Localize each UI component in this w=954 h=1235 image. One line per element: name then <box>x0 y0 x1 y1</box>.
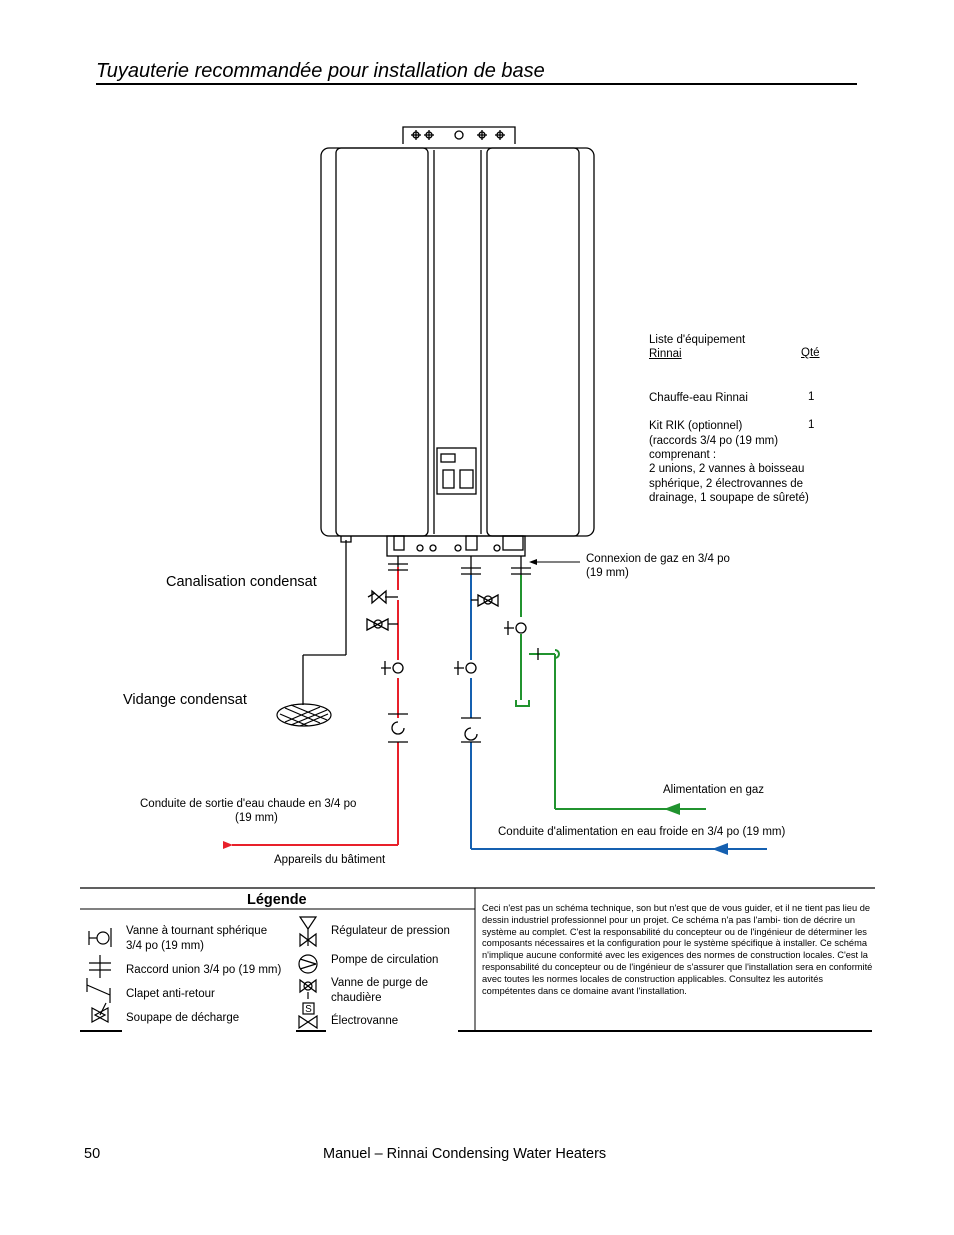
legend-ball-valve-l1: Vanne à tournant sphérique <box>126 925 268 937</box>
equipment-item2-l1: Kit RIK (optionnel) <box>649 420 743 432</box>
legend-relief-valve: Soupape de décharge <box>126 1012 240 1024</box>
purge-valve-icon <box>300 980 316 999</box>
cold-line-fittings <box>454 556 498 742</box>
equipment-item2-l2: (raccords 3/4 po (19 mm) <box>649 435 779 447</box>
equipment-item2-l5: sphérique, 2 électrovannes de <box>649 478 804 490</box>
ball-valve-icon <box>89 928 111 947</box>
equipment-item1-qty: 1 <box>808 391 815 403</box>
gas-connection-label-l1: Connexion de gaz en 3/4 po <box>586 553 730 565</box>
legend-pressure-regulator: Régulateur de pression <box>331 925 450 937</box>
check-valve-icon <box>87 978 110 1003</box>
legend-circulation-pump: Pompe de circulation <box>331 954 439 966</box>
union-icon <box>89 955 111 978</box>
equipment-item2-l6: drainage, 1 soupape de sûreté) <box>649 492 809 504</box>
legend-solenoid-valve: Électrovanne <box>331 1015 399 1027</box>
disclaimer-text: Ceci n'est pas un schéma technique, son but n'est que de vous guider, et il ne tient pas lieu de dessin industriel professionnel pour un projet. Ce schéma n'a pas l'ambi- tion de décrire un système au complet. C'est la responsabilité du concepteur ou de l'ingénieur de déterminer les composants nécessaires et la configuration pour le système spécifique à installer. Ce schéma n'implique aucune conformité avec les exigences des normes de construction locales. C'est la responsabilité du concepteur ou de l'ingénieur de s'assurer que l'installation sera en conformité avec toutes les normes locales de construction applicables. Consultez les autorités compétentes dans ce domaine avant l'installation. <box>482 903 873 996</box>
equipment-item2-l4: 2 unions, 2 vannes à boisseau <box>649 463 805 475</box>
building-fixtures-label: Appareils du bâtiment <box>274 854 386 866</box>
legend-purge-valve-l1: Vanne de purge de <box>331 977 428 989</box>
legend-purge-valve-l2: chaudière <box>331 992 382 1004</box>
manual-title: Manuel – Rinnai Condensing Water Heaters <box>323 1146 607 1162</box>
cold-supply-label: Conduite d'alimentation en eau froide en 3/4 po (19 mm) <box>498 826 786 838</box>
flow-arrow-icon <box>712 843 728 855</box>
relief-valve-icon <box>92 1003 108 1022</box>
gas-line <box>516 575 706 809</box>
flow-arrow-icon <box>664 803 680 815</box>
hot-outlet-label-l2: (19 mm) <box>235 812 278 824</box>
equipment-header-line1: Liste d'équipement <box>649 334 746 346</box>
pressure-regulator-icon <box>300 917 316 946</box>
equipment-item2-qty: 1 <box>808 419 815 431</box>
legend-union: Raccord union 3/4 po (19 mm) <box>126 964 282 976</box>
water-heater <box>321 127 594 556</box>
gas-connection-pointer <box>529 559 580 565</box>
cold-water-line <box>471 575 767 849</box>
hot-line-fittings <box>367 556 408 742</box>
legend-ball-valve-l2: 3/4 po (19 mm) <box>126 940 204 952</box>
legend-check-valve: Clapet anti-retour <box>126 988 215 1000</box>
gas-supply-label: Alimentation en gaz <box>663 784 765 796</box>
condensate-line-label: Canalisation condensat <box>166 574 317 590</box>
condensate-line <box>303 540 346 705</box>
equipment-item1: Chauffe-eau Rinnai <box>649 392 748 404</box>
hot-outlet-label-l1: Conduite de sortie d'eau chaude en 3/4 po <box>140 798 357 810</box>
legend-title: Légende <box>247 892 307 908</box>
circulation-pump-icon <box>299 955 317 973</box>
gas-connection-label-l2: (19 mm) <box>586 567 629 579</box>
page-number: 50 <box>84 1146 101 1162</box>
equipment-qty-header: Qté <box>801 347 820 359</box>
solenoid-symbol: S <box>305 1004 312 1015</box>
equipment-header-line2: Rinnai <box>649 348 682 360</box>
page-title: Tuyauterie recommandée pour installation de base <box>96 60 545 82</box>
floor-drain-icon <box>277 704 331 726</box>
condensate-drain-label: Vidange condensat <box>123 692 247 708</box>
equipment-item2-l3: comprenant : <box>649 449 717 461</box>
